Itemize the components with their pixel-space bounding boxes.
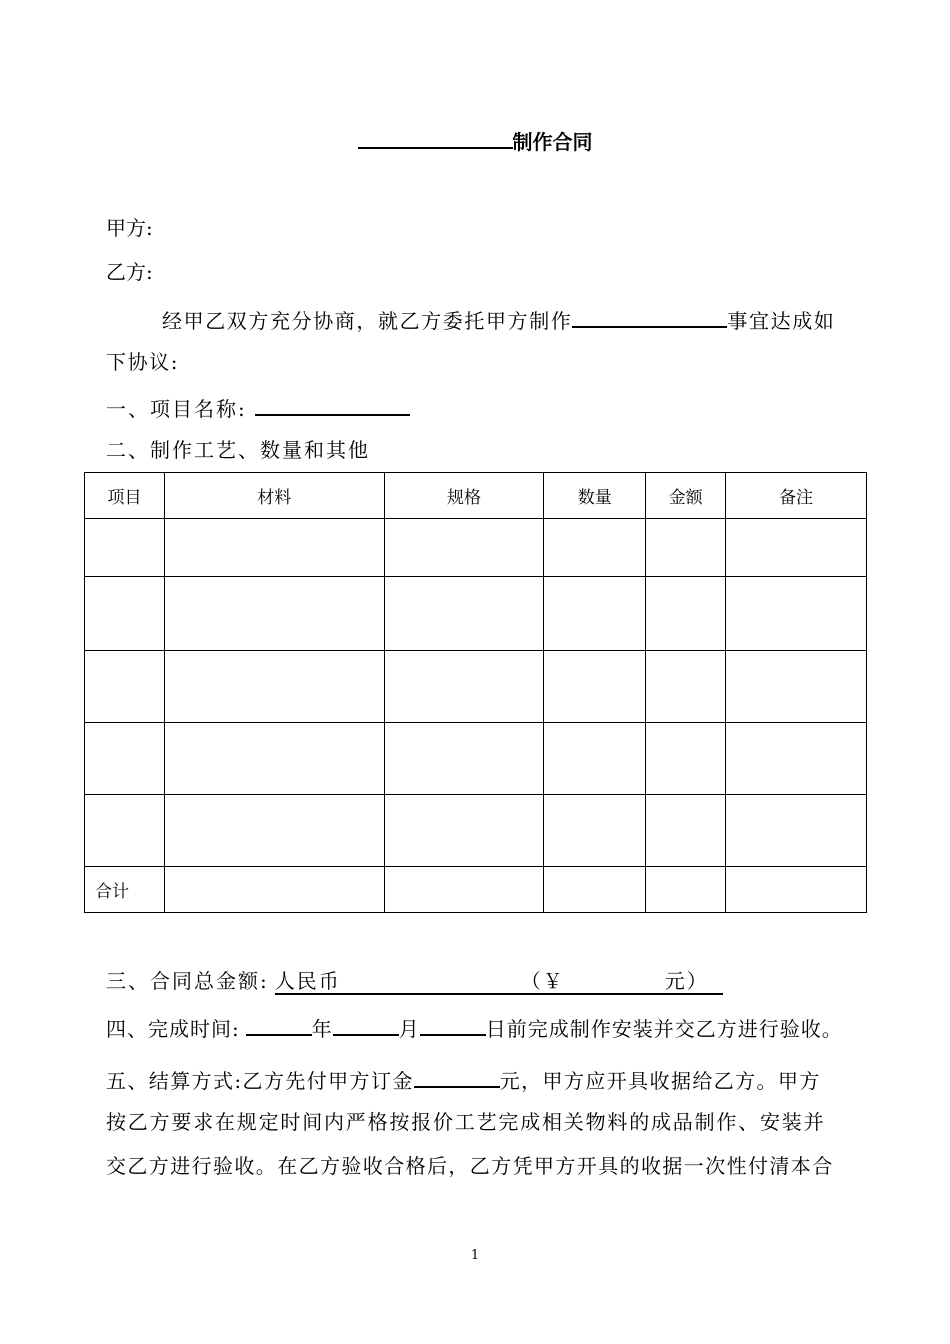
items-table [84, 472, 867, 913]
item-1 [106, 394, 410, 421]
item-5 [106, 1066, 821, 1093]
table-row [85, 651, 867, 723]
rmb-label: 人民币 [274, 969, 341, 993]
party-b-label: 乙方: [106, 260, 153, 284]
item-3 [106, 969, 723, 995]
month-blank [333, 1014, 399, 1036]
total-row [85, 867, 867, 913]
yuan-label: 元） [664, 969, 709, 993]
item-1-label: 一、项目名称: [106, 397, 247, 421]
item-5-text-2: 元，甲方应开具收据给乙方。甲方 [499, 1069, 821, 1093]
table-row [85, 577, 867, 651]
total-label: 合计 [85, 867, 165, 913]
day-blank [420, 1014, 486, 1036]
intro-line [162, 306, 835, 333]
total-amount-field [275, 969, 723, 995]
title-text: 制作合同 [512, 130, 593, 154]
header-item: 项目 [85, 473, 165, 519]
year-blank [246, 1014, 312, 1036]
intro-blank [572, 306, 727, 328]
table-row [85, 519, 867, 577]
intro-text-2: 事宜达成如 [727, 309, 836, 333]
header-material: 材料 [164, 473, 384, 519]
intro-line-2: 下协议: [106, 350, 180, 374]
item-4-rest: 日前完成制作安装并交乙方进行验收。 [485, 1017, 843, 1041]
month-label: 月 [398, 1017, 420, 1041]
header-spec: 规格 [384, 473, 544, 519]
item-5-text: 五、结算方式:乙方先付甲方订金 [106, 1069, 414, 1093]
deposit-blank [414, 1066, 500, 1088]
party-a-label: 甲方: [106, 216, 153, 240]
contract-title [0, 126, 950, 155]
project-name-blank [255, 394, 410, 416]
item-2: 二、制作工艺、数量和其他 [106, 438, 370, 462]
item-4-label: 四、完成时间: [106, 1017, 240, 1041]
header-remarks: 备注 [726, 473, 867, 519]
item-5-line-2: 按乙方要求在规定时间内严格按报价工艺完成相关物料的成品制作、安装并 [106, 1110, 826, 1134]
item-3-label: 三、合同总金额: [106, 969, 269, 993]
item-5-line-3: 交乙方进行验收。在乙方验收合格后，乙方凭甲方开具的收据一次性付清本合 [106, 1154, 834, 1178]
header-amount: 金额 [646, 473, 726, 519]
year-label: 年 [311, 1017, 333, 1041]
page-number: 1 [470, 1248, 480, 1263]
table-header-row [85, 473, 867, 519]
title-blank [358, 127, 513, 149]
yen-label: （￥ [520, 969, 565, 993]
table-row [85, 795, 867, 867]
intro-text: 经甲乙双方充分协商，就乙方委托甲方制作 [162, 309, 573, 333]
header-quantity: 数量 [544, 473, 646, 519]
table-row [85, 723, 867, 795]
item-4 [106, 1014, 843, 1041]
